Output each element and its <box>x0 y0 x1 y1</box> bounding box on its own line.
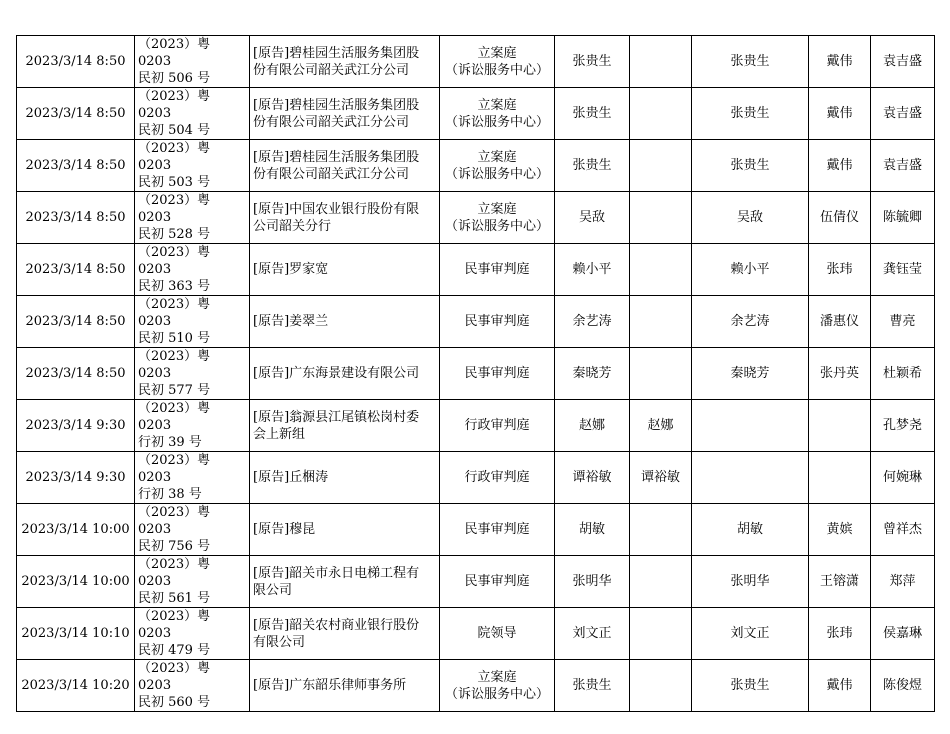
clerk-cell <box>871 36 935 88</box>
table-row <box>17 556 935 608</box>
hearing-time-cell-text: 2023/3/14 8:50 <box>25 262 126 277</box>
member-cell <box>630 192 692 244</box>
hearing-time-cell <box>17 140 135 192</box>
case-number-cell-text: 民初 528 号 <box>138 227 211 242</box>
party-cell-text: [原告]中国农业银行股份有限 <box>253 201 420 217</box>
judge-cell <box>555 400 630 452</box>
judge-cell <box>555 296 630 348</box>
case-number-cell-text: 民初 503 号 <box>138 175 211 190</box>
judge-cell-text: 吴敌 <box>578 210 605 225</box>
presiding-judge-cell-text: 余艺涛 <box>730 314 770 329</box>
party-cell-text: [原告]韶关农村商业银行股份 <box>253 617 420 633</box>
presiding-judge-cell-text: 张贵生 <box>730 106 770 121</box>
case-number-cell <box>135 296 250 348</box>
member-cell <box>630 88 692 140</box>
case-number-cell-text: （2023）粤 0203 <box>138 141 211 173</box>
hearing-time-cell-text: 2023/3/14 10:00 <box>21 522 130 537</box>
assistant-cell-text: 戴伟 <box>826 54 853 69</box>
department-cell <box>440 608 555 660</box>
department-cell <box>440 296 555 348</box>
member-cell <box>630 36 692 88</box>
party-cell <box>250 88 440 140</box>
case-number-cell-text: 行初 38 号 <box>138 487 202 502</box>
hearing-time-cell <box>17 504 135 556</box>
judge-cell <box>555 244 630 296</box>
judge-cell <box>555 192 630 244</box>
case-number-cell <box>135 504 250 556</box>
hearing-time-cell-text: 2023/3/14 8:50 <box>25 314 126 329</box>
assistant-cell <box>809 400 871 452</box>
presiding-judge-cell <box>692 504 809 556</box>
judge-cell <box>555 608 630 660</box>
presiding-judge-cell-text: 秦晓芳 <box>730 366 770 381</box>
clerk-cell-text: 孔梦尧 <box>882 418 922 433</box>
assistant-cell <box>809 608 871 660</box>
hearing-time-cell <box>17 348 135 400</box>
hearing-time-cell <box>17 452 135 504</box>
table-row <box>17 660 935 712</box>
department-cell <box>440 660 555 712</box>
judge-cell-text: 张贵生 <box>572 158 612 173</box>
party-cell <box>250 608 440 660</box>
party-cell <box>250 296 440 348</box>
clerk-cell <box>871 88 935 140</box>
case-number-cell-text: （2023）粤 0203 <box>138 349 211 381</box>
member-cell-text: 谭裕敏 <box>640 470 680 485</box>
judge-cell-text: 赖小平 <box>572 262 612 277</box>
member-cell-text: 赵娜 <box>647 418 674 433</box>
department-cell <box>440 192 555 244</box>
judge-cell <box>555 556 630 608</box>
clerk-cell <box>871 504 935 556</box>
case-number-cell-text: （2023）粤 0203 <box>138 453 211 485</box>
hearing-time-cell <box>17 88 135 140</box>
assistant-cell <box>809 452 871 504</box>
judge-cell-text: 秦晓芳 <box>572 366 612 381</box>
case-number-cell-text: （2023）粤 0203 <box>138 609 211 641</box>
party-cell-text: 有限公司 <box>253 634 306 650</box>
party-cell-text: [原告]碧桂园生活服务集团股 <box>253 97 420 113</box>
clerk-cell-text: 侯嘉琳 <box>882 626 922 641</box>
department-cell-text: 立案庭 <box>477 97 517 113</box>
presiding-judge-cell <box>692 296 809 348</box>
case-number-cell-text: 民初 577 号 <box>138 383 211 398</box>
assistant-cell <box>809 348 871 400</box>
member-cell <box>630 608 692 660</box>
department-cell-text: （诉讼服务中心） <box>444 114 549 130</box>
department-cell-text: 民事审判庭 <box>464 574 530 589</box>
clerk-cell-text: 龚钰莹 <box>882 262 922 277</box>
department-cell <box>440 400 555 452</box>
assistant-cell <box>809 140 871 192</box>
department-cell <box>440 452 555 504</box>
party-cell-text: [原告]翁源县江尾镇松岗村委 <box>253 409 420 425</box>
hearing-time-cell <box>17 296 135 348</box>
party-cell <box>250 556 440 608</box>
judge-cell-text: 张贵生 <box>572 106 612 121</box>
assistant-cell-text: 王镕潇 <box>819 574 859 589</box>
judge-cell <box>555 452 630 504</box>
department-cell <box>440 348 555 400</box>
judge-cell-text: 胡敏 <box>578 522 605 537</box>
hearing-time-cell <box>17 556 135 608</box>
department-cell-text: 立案庭 <box>477 45 517 61</box>
party-cell <box>250 244 440 296</box>
case-number-cell-text: （2023）粤 0203 <box>138 89 211 121</box>
hearing-time-cell-text: 2023/3/14 8:50 <box>25 366 126 381</box>
judge-cell <box>555 140 630 192</box>
case-number-cell-text: （2023）粤 0203 <box>138 245 211 277</box>
table-row <box>17 400 935 452</box>
party-cell <box>250 504 440 556</box>
department-cell-text: 立案庭 <box>477 201 517 217</box>
party-cell-text: 份有限公司韶关武江分公司 <box>253 114 410 130</box>
case-number-cell <box>135 660 250 712</box>
judge-cell <box>555 504 630 556</box>
assistant-cell <box>809 88 871 140</box>
clerk-cell <box>871 140 935 192</box>
assistant-cell-text: 戴伟 <box>826 106 853 121</box>
case-number-cell-text: （2023）粤 0203 <box>138 37 211 69</box>
presiding-judge-cell <box>692 192 809 244</box>
clerk-cell <box>871 192 935 244</box>
hearing-time-cell-text: 2023/3/14 9:30 <box>25 470 126 485</box>
member-cell <box>630 244 692 296</box>
assistant-cell-text: 张玮 <box>826 626 853 641</box>
clerk-cell <box>871 608 935 660</box>
hearing-time-cell-text: 2023/3/14 10:10 <box>21 626 130 641</box>
hearing-time-cell-text: 2023/3/14 9:30 <box>25 418 126 433</box>
member-cell <box>630 452 692 504</box>
judge-cell-text: 张贵生 <box>572 54 612 69</box>
presiding-judge-cell-text: 刘文正 <box>730 626 770 641</box>
clerk-cell-text: 杜颖希 <box>882 366 922 381</box>
member-cell <box>630 660 692 712</box>
party-cell-text: [原告]穆昆 <box>253 522 316 537</box>
hearing-time-cell <box>17 192 135 244</box>
case-number-cell <box>135 452 250 504</box>
department-cell-text: 行政审判庭 <box>464 470 530 485</box>
judge-cell <box>555 88 630 140</box>
hearing-time-cell <box>17 36 135 88</box>
table-row <box>17 36 935 88</box>
hearing-schedule-table <box>16 35 935 712</box>
case-number-cell-text: （2023）粤 0203 <box>138 505 211 537</box>
table-row <box>17 244 935 296</box>
case-number-cell <box>135 88 250 140</box>
case-number-cell-text: （2023）粤 0203 <box>138 557 211 589</box>
case-number-cell-text: （2023）粤 0203 <box>138 661 211 693</box>
assistant-cell-text: 戴伟 <box>826 678 853 693</box>
case-number-cell <box>135 556 250 608</box>
department-cell <box>440 88 555 140</box>
hearing-time-cell-text: 2023/3/14 10:20 <box>21 678 130 693</box>
assistant-cell <box>809 660 871 712</box>
presiding-judge-cell-text: 胡敏 <box>736 522 763 537</box>
case-number-cell-text: 民初 506 号 <box>138 71 211 86</box>
judge-cell-text: 张明华 <box>572 574 612 589</box>
department-cell <box>440 556 555 608</box>
case-number-cell-text: （2023）粤 0203 <box>138 193 211 225</box>
case-number-cell-text: 民初 504 号 <box>138 123 211 138</box>
hearing-time-cell-text: 2023/3/14 8:50 <box>25 106 126 121</box>
case-number-cell <box>135 192 250 244</box>
assistant-cell <box>809 244 871 296</box>
assistant-cell <box>809 192 871 244</box>
member-cell <box>630 296 692 348</box>
presiding-judge-cell <box>692 660 809 712</box>
assistant-cell-text: 潘惠仪 <box>819 314 859 329</box>
presiding-judge-cell <box>692 36 809 88</box>
clerk-cell-text: 何婉琳 <box>882 470 922 485</box>
case-number-cell <box>135 36 250 88</box>
judge-cell-text: 谭裕敏 <box>572 470 612 485</box>
party-cell-text: 公司韶关分行 <box>253 218 332 234</box>
case-number-cell-text: 民初 363 号 <box>138 279 211 294</box>
party-cell-text: [原告]广东海景建设有限公司 <box>253 366 420 381</box>
clerk-cell-text: 陈俊煜 <box>882 678 922 693</box>
member-cell <box>630 348 692 400</box>
assistant-cell-text: 黄嫔 <box>826 522 853 537</box>
party-cell <box>250 192 440 244</box>
clerk-cell-text: 袁吉盛 <box>882 158 922 173</box>
member-cell <box>630 504 692 556</box>
presiding-judge-cell <box>692 140 809 192</box>
hearing-time-cell <box>17 244 135 296</box>
member-cell <box>630 140 692 192</box>
department-cell-text: 院领导 <box>477 626 517 641</box>
case-number-cell <box>135 608 250 660</box>
hearing-time-cell-text: 2023/3/14 8:50 <box>25 54 126 69</box>
table-row <box>17 296 935 348</box>
party-cell-text: 份有限公司韶关武江分公司 <box>253 62 410 78</box>
case-number-cell-text: 民初 756 号 <box>138 539 211 554</box>
hearing-time-cell-text: 2023/3/14 8:50 <box>25 210 126 225</box>
party-cell-text: [原告]韶关市永日电梯工程有 <box>253 565 420 581</box>
hearing-time-cell-text: 2023/3/14 10:00 <box>21 574 130 589</box>
department-cell-text: 民事审判庭 <box>464 262 530 277</box>
presiding-judge-cell <box>692 348 809 400</box>
hearing-time-cell-text: 2023/3/14 8:50 <box>25 158 126 173</box>
table-row <box>17 452 935 504</box>
table-row <box>17 140 935 192</box>
party-cell-text: [原告]碧桂园生活服务集团股 <box>253 149 420 165</box>
clerk-cell <box>871 452 935 504</box>
presiding-judge-cell-text: 张贵生 <box>730 678 770 693</box>
party-cell <box>250 660 440 712</box>
party-cell-text: [原告]碧桂园生活服务集团股 <box>253 45 420 61</box>
presiding-judge-cell <box>692 608 809 660</box>
assistant-cell <box>809 296 871 348</box>
hearing-time-cell <box>17 608 135 660</box>
presiding-judge-cell <box>692 400 809 452</box>
party-cell <box>250 348 440 400</box>
table-row <box>17 348 935 400</box>
case-number-cell-text: 民初 560 号 <box>138 695 211 710</box>
department-cell-text: 民事审判庭 <box>464 522 530 537</box>
table-row <box>17 504 935 556</box>
department-cell-text: 民事审判庭 <box>464 314 530 329</box>
presiding-judge-cell-text: 吴敌 <box>736 210 763 225</box>
party-cell-text: [原告]罗家宽 <box>253 262 329 277</box>
judge-cell <box>555 36 630 88</box>
case-number-cell <box>135 244 250 296</box>
assistant-cell <box>809 504 871 556</box>
presiding-judge-cell-text: 张明华 <box>730 574 770 589</box>
assistant-cell-text: 戴伟 <box>826 158 853 173</box>
party-cell-text: 限公司 <box>253 582 293 598</box>
member-cell <box>630 400 692 452</box>
party-cell-text: [原告]丘梱涛 <box>253 470 329 485</box>
judge-cell <box>555 348 630 400</box>
presiding-judge-cell <box>692 452 809 504</box>
table-body <box>17 36 935 712</box>
party-cell <box>250 452 440 504</box>
presiding-judge-cell-text: 赖小平 <box>730 262 770 277</box>
hearing-time-cell <box>17 660 135 712</box>
case-number-cell-text: 行初 39 号 <box>138 435 202 450</box>
clerk-cell <box>871 244 935 296</box>
department-cell-text: （诉讼服务中心） <box>444 166 549 182</box>
department-cell-text: （诉讼服务中心） <box>444 218 549 234</box>
party-cell <box>250 400 440 452</box>
assistant-cell <box>809 556 871 608</box>
department-cell-text: 立案庭 <box>477 669 517 685</box>
party-cell <box>250 140 440 192</box>
assistant-cell-text: 伍倩仪 <box>819 210 859 225</box>
judge-cell <box>555 660 630 712</box>
clerk-cell-text: 陈毓卿 <box>882 210 922 225</box>
clerk-cell-text: 曾祥杰 <box>882 522 922 537</box>
clerk-cell-text: 曹亮 <box>889 314 916 329</box>
party-cell-text: [原告]姜翠兰 <box>253 314 329 329</box>
table-row <box>17 88 935 140</box>
clerk-cell <box>871 556 935 608</box>
department-cell <box>440 244 555 296</box>
case-number-cell-text: 民初 510 号 <box>138 331 211 346</box>
party-cell-text: 份有限公司韶关武江分公司 <box>253 166 410 182</box>
case-number-cell-text: 民初 479 号 <box>138 643 211 658</box>
case-number-cell-text: 民初 561 号 <box>138 591 211 606</box>
presiding-judge-cell-text: 张贵生 <box>730 158 770 173</box>
department-cell-text: （诉讼服务中心） <box>444 686 549 702</box>
clerk-cell-text: 袁吉盛 <box>882 54 922 69</box>
clerk-cell <box>871 348 935 400</box>
department-cell <box>440 36 555 88</box>
clerk-cell-text: 袁吉盛 <box>882 106 922 121</box>
department-cell <box>440 504 555 556</box>
judge-cell-text: 余艺涛 <box>572 314 612 329</box>
table-row <box>17 192 935 244</box>
clerk-cell <box>871 400 935 452</box>
case-number-cell <box>135 400 250 452</box>
assistant-cell <box>809 36 871 88</box>
assistant-cell-text: 张丹英 <box>819 366 859 381</box>
department-cell-text: （诉讼服务中心） <box>444 62 549 78</box>
assistant-cell-text: 张玮 <box>826 262 853 277</box>
department-cell-text: 立案庭 <box>477 149 517 165</box>
judge-cell-text: 刘文正 <box>572 626 612 641</box>
department-cell-text: 民事审判庭 <box>464 366 530 381</box>
member-cell <box>630 556 692 608</box>
presiding-judge-cell <box>692 244 809 296</box>
clerk-cell <box>871 660 935 712</box>
table-row <box>17 608 935 660</box>
party-cell <box>250 36 440 88</box>
department-cell-text: 行政审判庭 <box>464 418 530 433</box>
clerk-cell <box>871 296 935 348</box>
judge-cell-text: 张贵生 <box>572 678 612 693</box>
case-number-cell-text: （2023）粤 0203 <box>138 297 211 329</box>
hearing-time-cell <box>17 400 135 452</box>
case-number-cell-text: （2023）粤 0203 <box>138 401 211 433</box>
presiding-judge-cell <box>692 88 809 140</box>
party-cell-text: 会上新组 <box>253 426 306 442</box>
case-number-cell <box>135 348 250 400</box>
presiding-judge-cell <box>692 556 809 608</box>
presiding-judge-cell-text: 张贵生 <box>730 54 770 69</box>
judge-cell-text: 赵娜 <box>578 418 605 433</box>
case-number-cell <box>135 140 250 192</box>
department-cell <box>440 140 555 192</box>
clerk-cell-text: 郑萍 <box>889 574 916 589</box>
party-cell-text: [原告]广东韶乐律师事务所 <box>253 678 407 693</box>
